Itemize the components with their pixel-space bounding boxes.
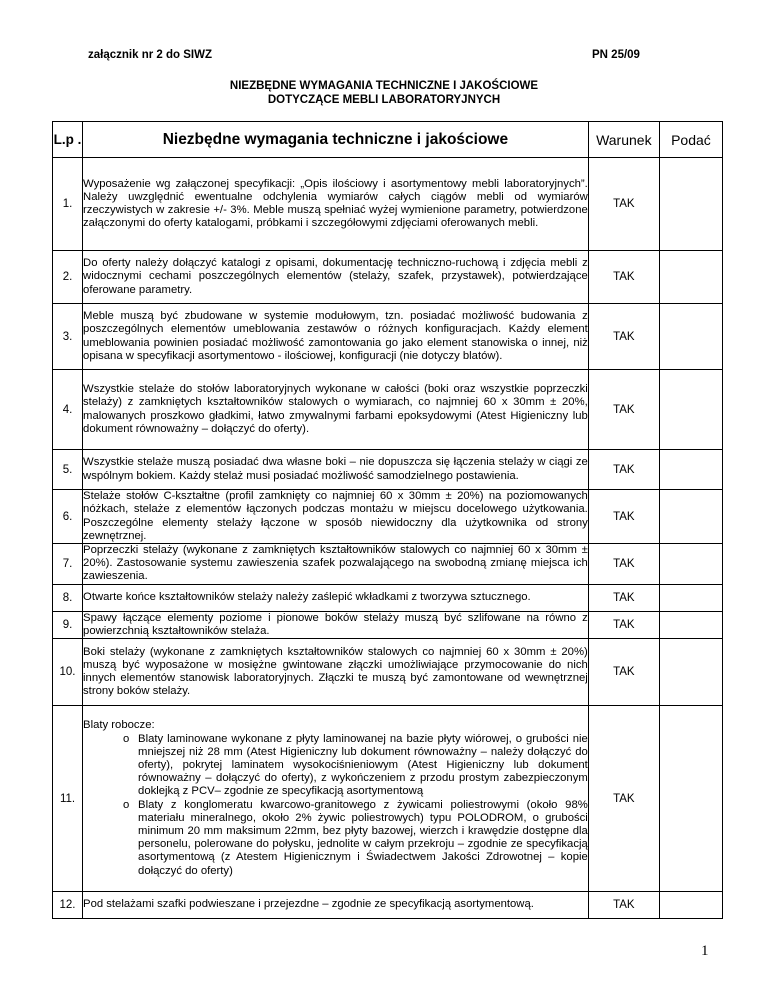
row-description: Pod stelażami szafki podwieszane i przejezdne – zgodnie ze specyfikacją asortymentową. <box>83 892 589 919</box>
table-row <box>53 251 723 304</box>
row-number: 7. <box>53 544 83 585</box>
row-podac-field[interactable] <box>659 639 722 706</box>
row-description: Spawy łączące elementy poziome i pionowe boków stelaży muszą być szlifowane na równo z powierzchnią kształtowników stelaża. <box>83 611 588 637</box>
header-warunek: Warunek <box>588 122 659 158</box>
row-warunek: TAK <box>588 370 659 450</box>
header-lp: L.p . <box>53 122 83 158</box>
row-warunek: TAK <box>588 584 659 611</box>
table-row <box>53 706 723 892</box>
table-row <box>53 490 723 544</box>
row-number: 11. <box>53 706 83 892</box>
row-number: 3. <box>53 304 83 370</box>
title-line-1: NIEZBĘDNE WYMAGANIA TECHNICZNE I JAKOŚCIOWE <box>229 80 539 92</box>
sub-list <box>83 733 588 878</box>
row-number: 1. <box>53 158 83 251</box>
row-podac-field[interactable] <box>659 251 722 304</box>
list-item-text: Blaty laminowane wykonane z płyty laminowanej na bazie płyty wiórowej, o grubości nie mniejszej niż 28 mm (Atest Higieniczny lub dokument równoważny – należy dołączyć do oferty), pokrytej laminatem wysokociśnieniowym (Atest Higieniczny lub dokument równoważny – dołączyć do oferty), z wykończeniem z przodu prostym zabezpieczonym doklejką z PCV– zgodnie ze specyfikacją asortymentową <box>138 732 588 798</box>
list-item <box>83 733 588 799</box>
row-warunek: TAK <box>588 611 659 638</box>
table-row <box>53 584 723 611</box>
row-warunek: TAK <box>588 251 659 304</box>
table-header-row <box>53 122 723 158</box>
table-row <box>53 158 723 251</box>
row-description: Wszystkie stelaże do stołów laboratoryjnych wykonane w całości (boki oraz wszystkie poprzeczki stelaży) z zamkniętych kształtowników stalowych o wymiarach, co najmniej 60 x 30mm ± 20%, malowanych proszkowo gładkimi, łatwo zmywalnymi farbami epoksydowymi (Atest Higieniczny lub dokument równoważny – dołączyć do oferty). <box>83 370 589 450</box>
row-podac-field[interactable] <box>659 544 722 585</box>
row-description: Otwarte końce kształtowników stelaży należy zaślepić wkładkami z tworzywa sztucznego. <box>83 584 589 611</box>
row-warunek: TAK <box>588 490 659 544</box>
row-description: Wyposażenie wg załączonej specyfikacji: „Opis ilościowy i asortymentowy mebli laboratoryjnych”. Należy uwzględnić ewentualne odchylenia wymiarów całych ciągów mebli od wymiarów rzeczywistych w zakresie +/- 3%. Meble muszą spełniać wyżej wymienione parametry, potwierdzone załączonymi do oferty katalogami, próbkami i szczegółowymi zdjęciami oferowanych mebli. <box>83 158 589 251</box>
header-podac: Podać <box>659 122 722 158</box>
row-podac-field[interactable] <box>659 892 722 919</box>
table-row <box>53 370 723 450</box>
title-line-2: DOTYCZĄCE MEBLI LABORATORYJNYCH <box>267 94 501 106</box>
row-description: Wszystkie stelaże muszą posiadać dwa własne boki – nie dopuszcza się łączenia stelaży w ciągi ze wspólnym bokiem. Każdy stelaż musi posiadać możliwość samodzielnego postawienia. <box>83 450 589 490</box>
row-description <box>83 706 589 892</box>
row-description: Poprzeczki stelaży (wykonane z zamkniętych kształtowników stalowych co najmniej 60 x 30mm ± 20%). Zastosowanie systemu zawieszenia szafek pozwalającego na swobodną zmianę miejsca ich zawieszenia. <box>83 544 588 583</box>
document-title <box>0 79 768 107</box>
header-description: Niezbędne wymagania techniczne i jakościowe <box>83 122 589 158</box>
row-warunek: TAK <box>588 158 659 251</box>
row-number: 6. <box>53 490 83 544</box>
row-podac-field[interactable] <box>659 706 722 892</box>
row-podac-field[interactable] <box>659 158 722 251</box>
row-number: 2. <box>53 251 83 304</box>
table-row <box>53 892 723 919</box>
row-number: 5. <box>53 450 83 490</box>
row-description: Boki stelaży (wykonane z zamkniętych kształtowników stalowych co najmniej 60 x 30mm ± 20%) muszą być wyposażone w mosiężne gwintowane złączki umożliwiające przymocowanie do nich innych elementów stanowisk laboratoryjnych. Złączki te muszą być zamontowane od wewnętrznej strony boków stelaży. <box>83 639 589 706</box>
row-number: 8. <box>53 584 83 611</box>
table-row <box>53 450 723 490</box>
bullet-icon: o <box>123 798 130 811</box>
row-podac-field[interactable] <box>659 370 722 450</box>
row-warunek: TAK <box>588 450 659 490</box>
row-description: Meble muszą być zbudowane w systemie modułowym, tzn. posiadać możliwość budowania z poszczególnych elementów umeblowania zestawów o różnych konfiguracjach. Każdy element umeblowania powinien posiadać możliwość zamontowania go jako element stanowiska o innej, niż opisana w specyfikacji asortymentowo - ilościowej, konfiguracji (nie dotyczy blatów). <box>83 304 589 370</box>
row-podac-field[interactable] <box>659 584 722 611</box>
case-number: PN 25/09 <box>592 49 640 61</box>
row-number: 10. <box>53 639 83 706</box>
list-item-text: Blaty z konglomeratu kwarcowo-granitowego z żywicami poliestrowymi (około 98% materiału mineralnego, około 2% żywic poliestrowych) typu POLODROM, o grubości minimum 20 mm maksimum 22mm, bez płyty bazowej, wierzch i krawędzie dostępne dla personelu, polerowane do połysku, jednolite w całym przekroju – zgodnie ze specyfikacją asortymentową (z Atestem Higienicznym i Świadectwem Jakości Zdrowotnej – kopie dołączyć do oferty) <box>138 798 588 877</box>
attachment-label: załącznik nr 2 do SIWZ <box>88 49 212 61</box>
row-intro: Blaty robocze: <box>83 719 155 732</box>
row-podac-field[interactable] <box>659 304 722 370</box>
row-warunek: TAK <box>588 544 659 585</box>
row-number: 4. <box>53 370 83 450</box>
table-row <box>53 611 723 638</box>
row-warunek: TAK <box>588 639 659 706</box>
row-number: 9. <box>53 611 83 638</box>
row-podac-field[interactable] <box>659 450 722 490</box>
table-row <box>53 639 723 706</box>
row-podac-field[interactable] <box>659 490 722 544</box>
row-podac-field[interactable] <box>659 611 722 638</box>
bullet-icon: o <box>123 732 130 745</box>
page-number: 1 <box>701 943 709 959</box>
row-number: 12. <box>53 892 83 919</box>
list-item <box>83 799 588 878</box>
row-warunek: TAK <box>588 892 659 919</box>
table-row <box>53 544 723 585</box>
row-description: Stelaże stołów C-kształtne (profil zamknięty co najmniej 60 x 30mm ± 20%) na poziomowanych nóżkach, stelaże z elementów łączonych podczas montażu w miejscu docelowego użytkowania. Poszczególne elementy stelaży łączone w sposób niewidoczny dla użytkownika od strony zewnętrznej. <box>83 490 588 542</box>
row-warunek: TAK <box>588 304 659 370</box>
row-description: Do oferty należy dołączyć katalogi z opisami, dokumentację techniczno-ruchową i zdjęcia mebli z widocznymi cechami poszczególnych elementów (stelaży, szafek, przystawek), potwierdzające oferowane parametry. <box>83 251 589 304</box>
requirements-table <box>52 121 723 919</box>
row-warunek: TAK <box>588 706 659 892</box>
table-row <box>53 304 723 370</box>
